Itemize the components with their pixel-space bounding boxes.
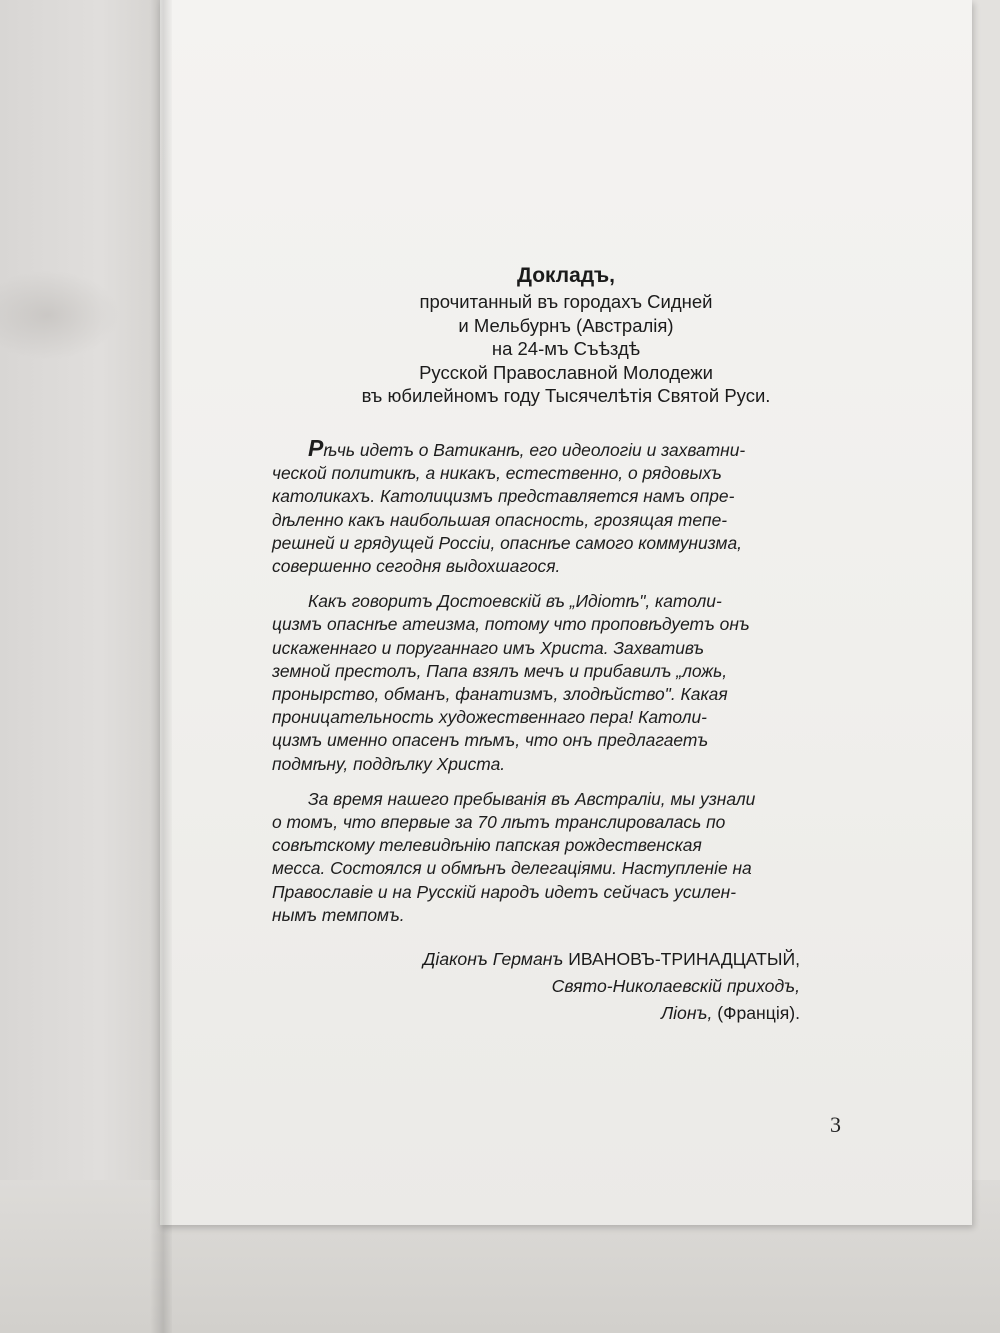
signature-location	[272, 1000, 800, 1027]
paragraph-line: месса. Состоялся и обмѣнъ делегаціями. Наступленіе на	[272, 858, 752, 879]
heading-line-3: на 24-мъ Съѣздѣ	[491, 338, 641, 359]
signature-country: (Франція).	[717, 1003, 800, 1023]
signature-name	[272, 946, 800, 973]
line-text: ѣчь идетъ о Ватиканѣ, его идеологіи и захватни-	[323, 440, 746, 460]
paragraph-line: католикахъ. Католицизмъ представляется намъ опре-	[272, 486, 735, 507]
document-page	[160, 0, 972, 1225]
paragraph-line: решней и грядущей Россіи, опаснѣе самого коммунизма,	[272, 532, 742, 553]
page-stain	[0, 270, 120, 360]
heading-line-2: и Мельбурнъ (Австралія)	[458, 314, 674, 336]
previous-page	[0, 0, 168, 1333]
report-title: Докладъ,	[516, 264, 616, 287]
drop-cap: Р	[308, 435, 324, 461]
page-number: 3	[830, 1112, 841, 1137]
signature-name-prefix: Діаконъ Германъ	[423, 949, 569, 969]
heading-line-5: въ юбилейномъ году Тысячелѣтія Святой Руси.	[361, 385, 771, 406]
page-edge-shadow	[150, 0, 172, 1333]
report-body	[272, 437, 812, 939]
paragraph-line: нымъ темпомъ.	[272, 904, 405, 925]
paragraph-line: совѣтскому телевидѣнію папская рождественская	[272, 835, 702, 856]
paragraph-line: Православіе и на Русскій народъ идетъ сейчасъ усилен-	[272, 881, 737, 902]
paragraph-1	[272, 437, 812, 578]
paragraph-line: ческой политикѣ, а никакъ, естественно, о рядовыхъ	[272, 463, 722, 484]
paragraph-line: дѣленно какъ наибольшая опасность, грозящая тепе-	[272, 509, 728, 530]
paragraph-2	[272, 590, 812, 776]
paragraph-line: о томъ, что впервые за 70 лѣтъ транслировалась по	[272, 812, 726, 833]
paragraph-line: пронырство, обманъ, фанатизмъ, злодѣйство". Какая	[272, 684, 728, 705]
paragraph-line: цизмъ опаснѣе атеизма, потому что проповѣдуетъ онъ	[272, 614, 750, 635]
signature-block	[272, 946, 800, 1027]
signature-city: Ліонъ,	[661, 1003, 718, 1023]
paragraph-line: Какъ говоритъ Достоевскій въ „Идіотѣ", католи-	[308, 591, 722, 612]
signature-surname: ИВАНОВЪ-ТРИНАДЦАТЫЙ,	[568, 949, 800, 969]
report-heading	[160, 262, 972, 408]
paragraph-line: За время нашего пребыванія въ Австраліи, мы узнали	[308, 788, 756, 809]
heading-line-4: Русской Православной Молодежи	[419, 361, 713, 383]
paragraph-line: проницательность художественнаго пера! Католи-	[272, 707, 707, 728]
paragraph-line	[272, 437, 812, 462]
heading-line-1: прочитанный въ городахъ Сидней	[419, 291, 713, 312]
paragraph-line: подмѣну, поддѣлку Христа.	[272, 753, 506, 774]
paragraph-line: совершенно сегодня выдохшагося.	[272, 556, 561, 577]
paragraph-line: земной престолъ, Папа взялъ мечъ и прибавилъ „ложь,	[272, 660, 728, 681]
paragraph-3	[272, 788, 812, 927]
paragraph-line: цизмъ именно опасенъ тѣмъ, что онъ предлагаетъ	[272, 730, 709, 751]
paragraph-line: искаженнаго и поруганнаго имъ Христа. Захвативъ	[272, 637, 705, 658]
signature-parish: Свято-Николаевскій приходъ,	[551, 976, 800, 996]
